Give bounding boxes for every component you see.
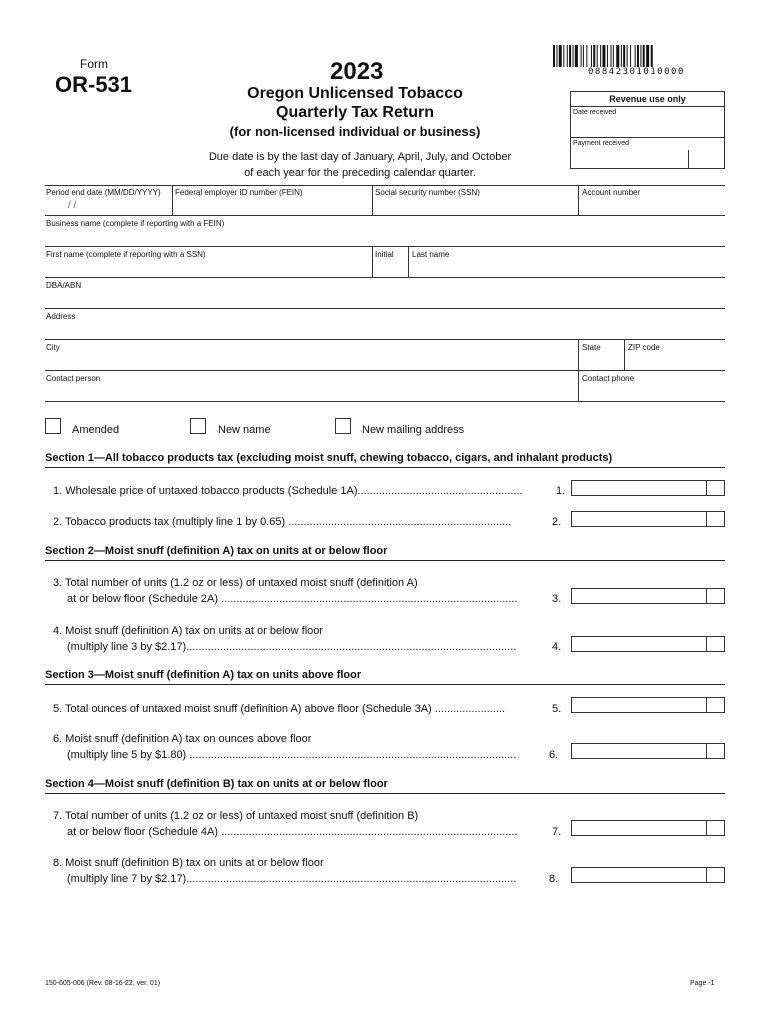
form-subtitle: (for non-licensed individual or business) [229,124,481,139]
line-6-text-a: 6. Moist snuff (definition A) tax on ounces above floor [53,733,312,745]
title-line-2: Quarterly Tax Return [276,104,434,121]
due-line-2: of each year for the preceding calendar quarter. [244,167,476,179]
line-8-number: 8. [549,873,559,885]
line-8-amount-field[interactable] [571,867,725,883]
line-5-number: 5. [552,703,562,715]
form-number: OR-531 [55,72,133,97]
line-3-amount-field[interactable] [571,588,725,604]
amended-checkbox[interactable] [45,418,61,434]
line-7-text-a: 7. Total number of units (1.2 oz or less) of untaxed moist snuff (definition B) [53,810,419,822]
line-1-amount-field[interactable] [571,480,725,496]
line-1-number: 1. [556,485,566,497]
amended-label: Amended [72,424,120,436]
payment-received-label: Payment received [573,140,630,147]
line-6-text-b: (multiply line 5 by $1.80) ........................................................................................................... [67,749,517,761]
last-name-label: Last name [412,250,450,259]
line-2-text: 2. Tobacco products tax (multiply line 1 by 0.65) ......................................................................... [53,516,512,528]
city-label: City [46,343,60,352]
line-1-cents-field[interactable] [706,481,724,495]
dba-label: DBA/ABN [46,281,82,290]
section-1-heading: Section 1—All tobacco products tax (excluding moist snuff, chewing tobacco, cigars, and inhalant products) [45,452,613,464]
form-year: 2023 [330,58,384,85]
line-1-text: 1. Wholesale price of untaxed tobacco products (Schedule 1A)...................................................... [53,485,523,497]
due-line-1: Due date is by the last day of January, April, July, and October [208,151,512,163]
line-3-cents-field[interactable] [706,589,724,603]
section-4-heading: Section 4—Moist snuff (definition B) tax on units at or below floor [45,778,388,790]
address-label: Address [46,312,76,321]
line-7-amount-field[interactable] [571,820,725,836]
line-2-amount-field[interactable] [571,511,725,527]
period-end-label: Period end date (MM/DD/YYYY) [46,188,161,197]
zip-code-label: ZIP code [628,343,660,352]
ssn-label: Social security number (SSN) [375,188,480,197]
line-2-number: 2. [552,516,562,528]
barcode-number: 08842301010000 [588,67,685,77]
date-received-label: Date received [573,109,617,116]
barcode-graphic [553,45,723,67]
line-3-number: 3. [552,593,562,605]
contact-phone-label: Contact phone [582,374,635,383]
line-8-text-a: 8. Moist snuff (definition B) tax on units at or below floor [53,857,324,869]
line-4-amount-field[interactable] [571,636,725,652]
line-7-text-b: at or below floor (Schedule 4A) ................................................................................................. [67,826,518,838]
line-6-number: 6. [549,749,559,761]
line-5-amount-field[interactable] [571,697,725,713]
line-6-cents-field[interactable] [706,744,724,758]
initial-label: Initial [375,250,394,259]
fein-label: Federal employer ID number (FEIN) [175,188,303,197]
form-title [195,84,515,122]
new-name-label: New name [218,424,271,436]
section-3-heading: Section 3—Moist snuff (definition A) tax on units above floor [45,669,362,681]
line-4-cents-field[interactable] [706,637,724,651]
due-date-text [175,149,545,181]
new-mailing-address-checkbox[interactable] [335,418,351,434]
line-6-amount-field[interactable] [571,743,725,759]
line-4-text-b: (multiply line 3 by $2.17)............................................................................................................ [67,641,517,653]
account-number-label: Account number [582,188,641,197]
line-3-text-b: at or below floor (Schedule 2A) ................................................................................................. [67,593,518,605]
business-name-label: Business name (complete if reporting with a FEIN) [46,219,225,228]
line-7-number: 7. [552,826,562,838]
form-word: Form [80,57,108,71]
page-number: Page -1 [690,980,715,987]
line-5-text: 5. Total ounces of untaxed moist snuff (definition A) above floor (Schedule 3A) ....................... [53,703,506,715]
title-line-1: Oregon Unlicensed Tobacco [247,85,463,102]
contact-person-label: Contact person [46,374,101,383]
new-mailing-address-label: New mailing address [362,424,465,436]
line-8-text-b: (multiply line 7 by $2.17)............................................................................................................ [67,873,517,885]
line-4-text-a: 4. Moist snuff (definition A) tax on units at or below floor [53,625,324,637]
line-3-text-a: 3. Total number of units (1.2 oz or less) of untaxed moist snuff (definition A) [53,577,418,589]
line-2-cents-field[interactable] [706,512,724,526]
line-4-number: 4. [552,641,562,653]
line-7-cents-field[interactable] [706,821,724,835]
period-end-input[interactable]: / / [68,200,77,211]
line-5-cents-field[interactable] [706,698,724,712]
revenue-use-title: Revenue use only [609,94,686,104]
first-name-label: First name (complete if reporting with a SSN) [46,250,206,259]
form-code: 150-605-006 (Rev. 08-16-22, ver. 01) [45,980,161,987]
section-2-heading: Section 2—Moist snuff (definition A) tax on units at or below floor [45,545,388,557]
line-8-cents-field[interactable] [706,868,724,882]
state-label: State [582,343,601,352]
new-name-checkbox[interactable] [190,418,206,434]
